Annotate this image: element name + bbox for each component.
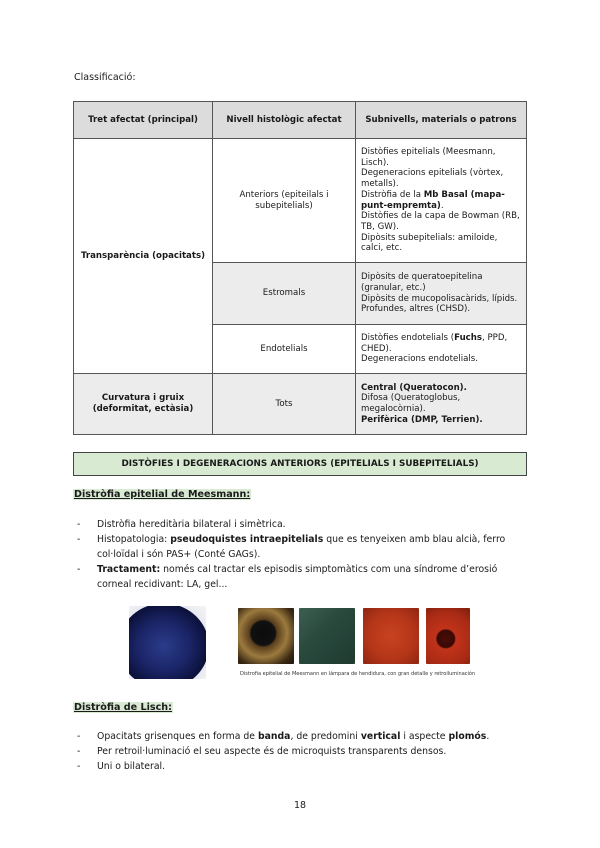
section-title-bar: DISTÒFIES I DEGENERACIONS ANTERIORS (EPITELIALS I SUBEPITELIALS) [73, 452, 527, 476]
sublevel-line: Profundes, altres (CHSD). [361, 304, 471, 315]
page-number: 18 [293, 800, 307, 811]
lisch-bullets [73, 729, 529, 774]
sublevel-line: Difosa (Queratoglobus, megalocòrnia). [361, 393, 461, 414]
sublevels-endothelial [356, 325, 527, 374]
sublevel-line: Perifèrica (DMP, Terrien). [361, 414, 483, 425]
list-item: - Per retroil·luminació el seu aspecte és de microquists transparents densos. [73, 744, 529, 759]
sublevels-curvature [356, 374, 527, 435]
level-stromal: Estromals [213, 263, 356, 325]
level-anterior: Anteriors (epiteilals i subepitelials) [213, 139, 356, 263]
level-all: Tots [213, 374, 356, 435]
meesmann-heading: Distròfia epitelial de Meesmann: [74, 489, 251, 500]
header-trait: Tret afectat (principal) [74, 102, 213, 139]
sublevel-line: Central (Queratocon). [361, 382, 467, 393]
sublevel-line: Distòfies epitelials (Meesmann, Lisch). [361, 146, 496, 168]
retroillumination-photo-5 [426, 608, 470, 664]
header-sublevels: Subnivells, materials o patrons [356, 102, 527, 139]
lisch-heading: Distròfia de Lisch: [74, 702, 172, 713]
meesmann-bullets [73, 517, 529, 592]
classification-table [73, 101, 527, 435]
detail-photo-3 [299, 608, 355, 664]
list-item: - Tractament: només cal tractar els episodis simptomàtics com una síndrome d’erosió corneal recidivant: LA, gel... [73, 562, 529, 592]
sublevel-line: Distòfies endotelials (Fuchs, PPD, CHED). [361, 332, 508, 354]
trait-curvature: Curvatura i gruix (deformitat, ectàsia) [74, 374, 213, 435]
header-level: Nivell histològic afectat [213, 102, 356, 139]
level-endothelial: Endotelials [213, 325, 356, 374]
trait-transparency: Transparència (opacitats) [74, 139, 213, 374]
sublevel-line: Distòfies de la capa de Bowman (RB, TB, GW). [361, 211, 520, 232]
sublevel-line: Dipòsits de queratoepitelina (granular, etc.) [361, 272, 483, 293]
retroillumination-photo-2 [238, 608, 294, 664]
list-item: - Histopatologia: pseudoquistes intraepitelials que es tenyeixen amb blau alcià, ferro col·loïdal i són PAS+ (Conté GAGs). [73, 532, 529, 562]
slit-lamp-photo-1 [129, 606, 206, 679]
sublevels-anterior [356, 139, 527, 263]
list-item: - Distròfia hereditària bilateral i simètrica. [73, 517, 529, 532]
sublevel-line: Dipòsits de mucopolisacàrids, lípids. [361, 293, 518, 304]
sublevels-stromal [356, 263, 527, 325]
sublevel-line: Degeneracions endotelials. [361, 354, 478, 365]
sublevel-line: Degeneracions epitelials (vòrtex, metalls). [361, 168, 504, 190]
classification-label: Classificació: [74, 72, 136, 83]
sublevel-line: Dipòsits subepitelials: amiloide, calci, etc. [361, 232, 498, 254]
list-item: - Opacitats grisenques en forma de banda, de predomini vertical i aspecte plomós. [73, 729, 529, 744]
retroillumination-photo-4 [363, 608, 419, 664]
list-item: - Uni o bilateral. [73, 759, 529, 774]
photo-caption: Distrofia epitelial de Meesmann en lámpara de hendidura, con gran detalle y retroiluminación [240, 671, 476, 677]
sublevel-line: Distròfia de la Mb Basal (mapa-punt-empremta). [361, 189, 505, 211]
